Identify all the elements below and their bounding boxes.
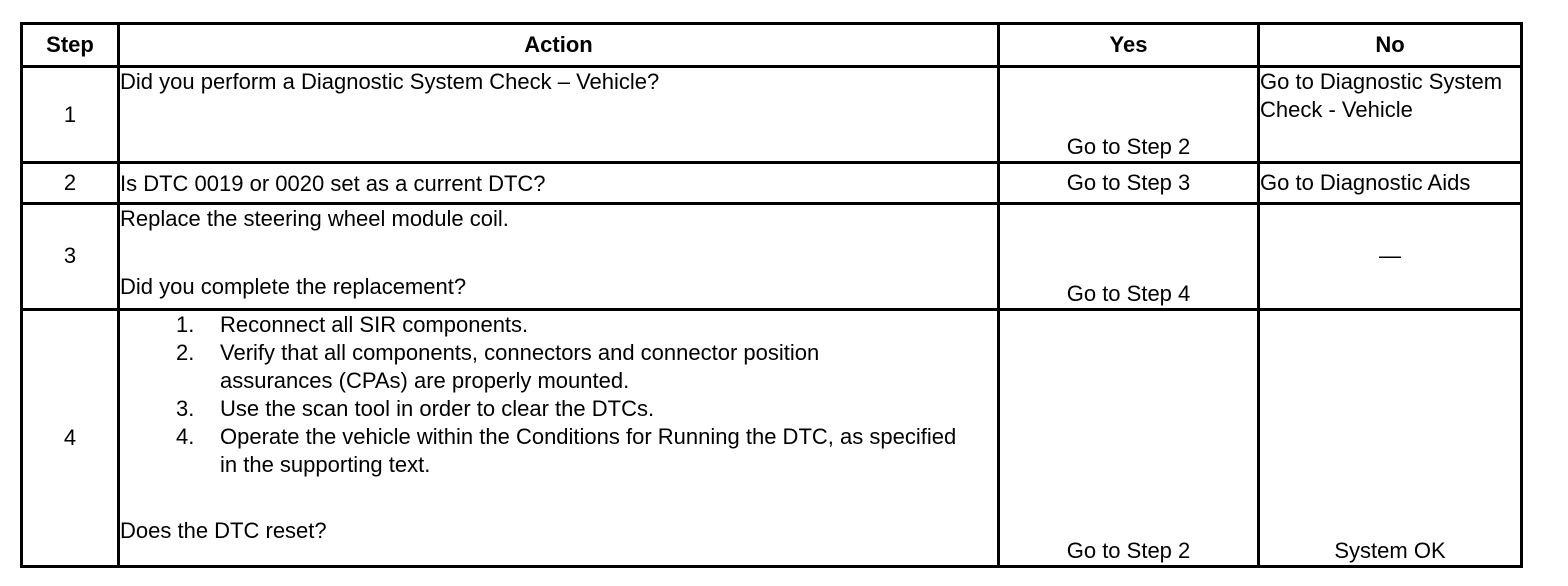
no-result: Go to Diagnostic Aids bbox=[1259, 163, 1522, 203]
yes-result: Go to Step 2 bbox=[999, 67, 1259, 163]
action-steps-list bbox=[120, 311, 997, 479]
yes-result: Go to Step 2 bbox=[999, 309, 1259, 566]
action-text: Did you perform a Diagnostic System Check – Vehicle? bbox=[119, 67, 999, 163]
action-text: Is DTC 0019 or 0020 set as a current DTC? bbox=[119, 163, 999, 203]
table-row bbox=[22, 163, 1522, 203]
step-number: 3 bbox=[22, 203, 119, 309]
no-result: Go to Diagnostic System Check - Vehicle bbox=[1259, 67, 1522, 163]
list-item bbox=[120, 423, 997, 479]
table-row bbox=[22, 67, 1522, 163]
action-question: Did you complete the replacement? bbox=[120, 273, 467, 299]
list-item bbox=[120, 339, 997, 395]
list-item-text: Operate the vehicle within the Conditions for Running the DTC, as specified in the supporting text. bbox=[220, 423, 957, 477]
yes-result: Go to Step 4 bbox=[999, 203, 1259, 309]
action-instruction: Replace the steering wheel module coil. bbox=[120, 205, 509, 231]
list-item bbox=[120, 311, 997, 339]
list-item-number: 4. bbox=[176, 423, 195, 449]
list-item bbox=[120, 395, 997, 423]
table-row bbox=[22, 309, 1522, 566]
list-item-number: 1. bbox=[176, 311, 195, 337]
list-item-text: Reconnect all SIR components. bbox=[220, 311, 529, 337]
step-number: 4 bbox=[22, 309, 119, 566]
table-row bbox=[22, 203, 1522, 309]
action-cell bbox=[119, 203, 999, 309]
header-row bbox=[22, 24, 1522, 67]
diagnostic-table bbox=[20, 22, 1523, 568]
no-result: System OK bbox=[1259, 309, 1522, 566]
action-question: Does the DTC reset? bbox=[120, 517, 327, 543]
step-number: 1 bbox=[22, 67, 119, 163]
list-item-number: 2. bbox=[176, 339, 195, 365]
list-item-number: 3. bbox=[176, 395, 195, 421]
header-action: Action bbox=[119, 24, 999, 67]
yes-result: Go to Step 3 bbox=[999, 163, 1259, 203]
no-result: — bbox=[1259, 203, 1522, 309]
header-no: No bbox=[1259, 24, 1522, 67]
header-step: Step bbox=[22, 24, 119, 67]
action-cell bbox=[119, 309, 999, 566]
header-yes: Yes bbox=[999, 24, 1259, 67]
list-item-text: Verify that all components, connectors and connector position assurances (CPAs) are properly mounted. bbox=[220, 339, 820, 393]
list-item-text: Use the scan tool in order to clear the DTCs. bbox=[220, 395, 655, 421]
step-number: 2 bbox=[22, 163, 119, 203]
